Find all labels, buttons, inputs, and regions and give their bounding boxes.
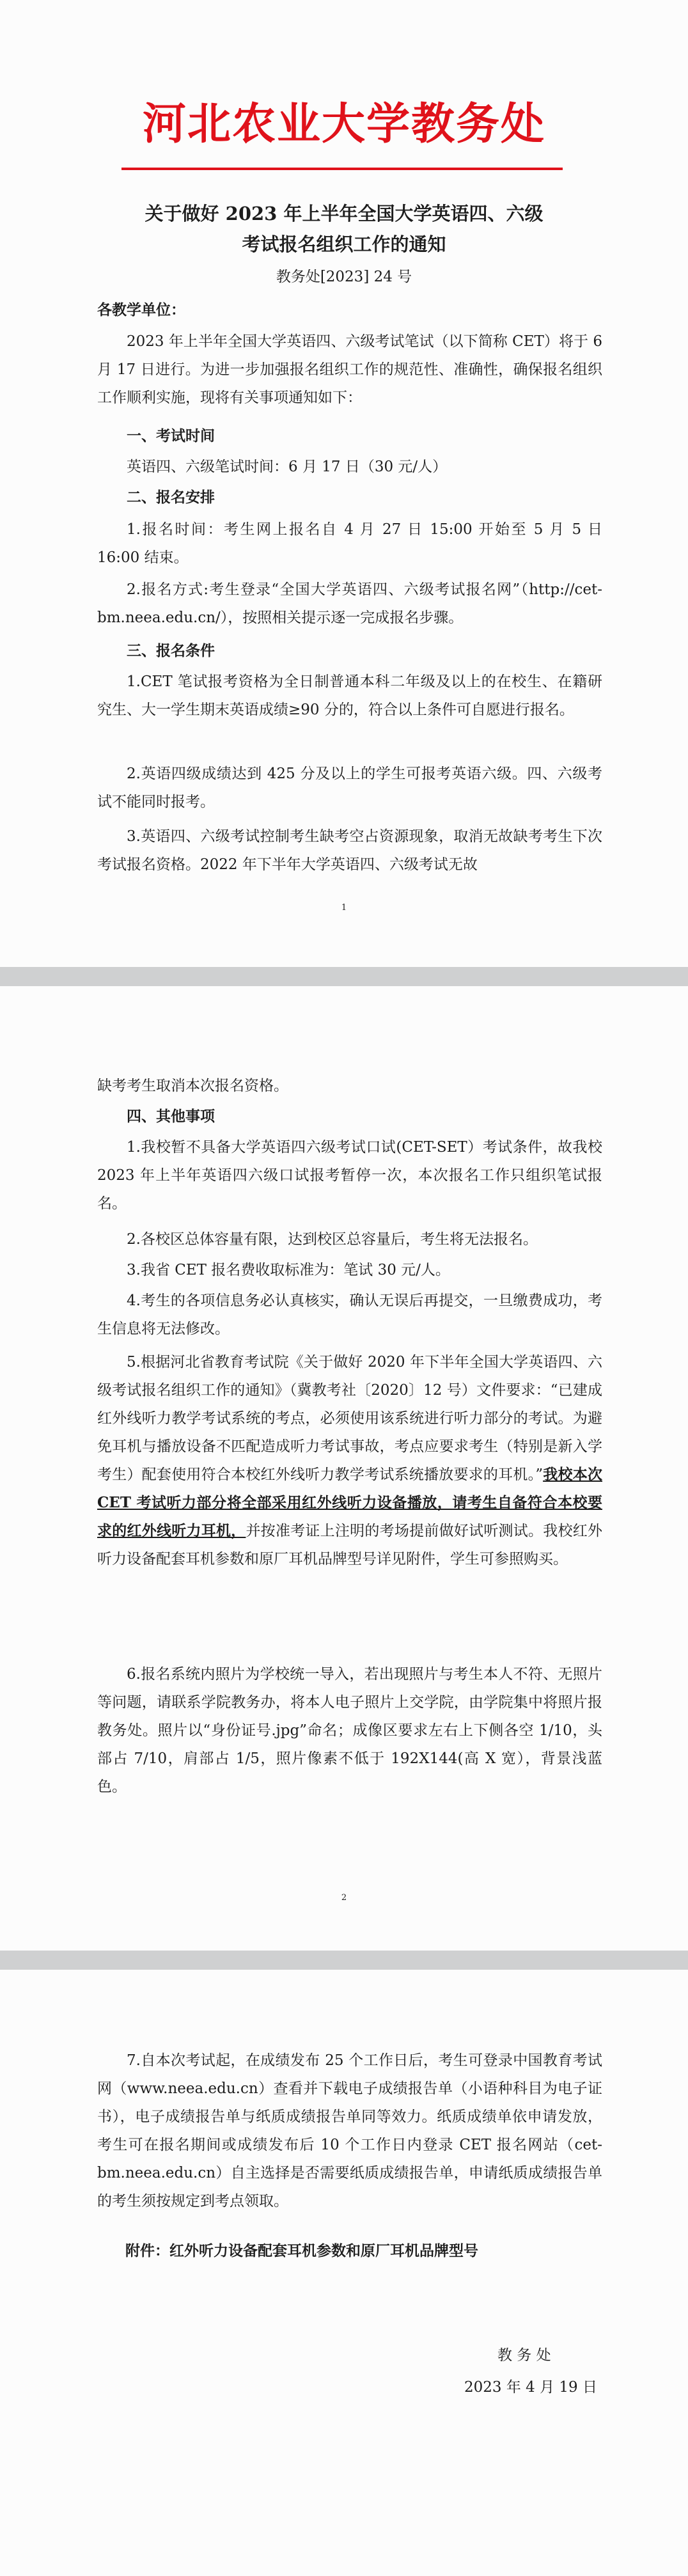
section-2-heading: 二、报名安排	[127, 489, 215, 506]
section-3-heading: 三、报名条件	[127, 642, 215, 659]
continued-text: 缺考考生取消本次报名资格。	[97, 1078, 288, 1094]
signature-office: 教 务 处	[497, 2347, 551, 2364]
section-3-item-2: 2.英语四级成绩达到 425 分及以上的学生可报考英语六级。四、六级考试不能同时报考。	[97, 766, 602, 810]
section-4-item-7: 7.自本次考试起，在成绩发布 25 个工作日后，考生可登录中国教育考试网（www.neea.edu.cn）查看并下载电子成绩报告单（小语种科目为电子证书），电子成绩报告单与纸质成绩报告单同等效力。纸质成绩单依申请发放，考生可在报名期间或成绩发布后 10 个工作日内登录 CET 报名网站（cet-bm.neea.edu.cn）自主选择是否需要纸质成绩报告单，申请纸质成绩报告单的考生须按规定到考点领取。	[97, 2052, 602, 2210]
red-divider	[121, 168, 563, 170]
document-page-1	[0, 0, 688, 967]
document-page-3	[0, 1970, 688, 2576]
section-2-item-2: 2.报名方式:考生登录“全国大学英语四、六级考试报名网”（http://cet-bm.neea.edu.cn/），按照相关提示逐一完成报名步骤。	[97, 581, 602, 626]
section-4-item-2: 2.各校区总体容量有限，达到校区总容量后，考生将无法报名。	[127, 1231, 538, 1248]
section-4-heading: 四、其他事项	[127, 1108, 215, 1125]
attachment-note: 附件：红外听力设备配套耳机参数和原厂耳机品牌型号	[125, 2242, 478, 2259]
item-5-emphasis: 我校本次 CET 考试听力部分将全部采用红外线听力设备播放，请考生自备符合本校要求的红外线听力耳机，	[97, 1466, 603, 1539]
section-2-item-1: 1.报名时间：考生网上报名自 4 月 27 日 15:00 开始至 5 月 5 日 16:00 结束。	[97, 521, 602, 566]
signature-date: 2023 年 4 月 19 日	[464, 2379, 597, 2396]
notice-title-line2: 考试报名组织工作的通知	[242, 233, 446, 255]
section-1-text: 英语四、六级笔试时间：6 月 17 日（30 元/人）	[127, 459, 448, 475]
section-4-item-1: 1.我校暂不具备大学英语四六级考试口试(CET-SET）考试条件，故我校 2023 年上半年英语四六级口试报考暂停一次，本次报名工作只组织笔试报名。	[97, 1139, 602, 1212]
salutation: 各教学单位：	[97, 301, 185, 318]
section-3-item-1: 1.CET 笔试报考资格为全日制普通本科二年级及以上的在校生、在籍研究生、大一学生期末英语成绩≥90 分的，符合以上条件可自愿进行报名。	[97, 673, 602, 718]
document-number: 教务处[2023] 24 号	[276, 269, 412, 285]
item-5-text-cont: 并按准考证上注明的考场提前做好试听测试。我校红外听力设备配套耳机参数和原厂耳机品牌型号详见附件，学生可参照购买。	[97, 1523, 603, 1567]
document-page-2	[0, 986, 688, 1951]
section-4-item-6: 6.报名系统内照片为学校统一导入，若出现照片与考生本人不符、无照片等问题，请联系学院教务办，将本人电子照片上交学院，由学院集中将照片报教务处。照片以“身份证号.jpg”命名；成像区要求左右上下侧各空 1/10，头部占 7/10，肩部占 1/5，照片像素不低于 192X144(高 X 宽），背景浅蓝色。	[97, 1666, 602, 1795]
section-4-item-5	[97, 1348, 602, 1573]
section-4-item-3: 3.我省 CET 报名费收取标准为：笔试 30 元/人。	[127, 1262, 450, 1278]
item-5-text: 5.根据河北省教育考试院《关于做好 2020 年下半年全国大学英语四、六级考试报名组织工作的通知》（冀教考社〔2020〕12 号）文件要求：“已建成红外线听力教学考试系统的考点，必须使用该系统进行听力部分的考试。为避免耳机与播放设备不匹配造成听力考试事故，考点应要求考生（特别是新入学考生）配套使用符合本校红外线听力教学考试系统播放要求的耳机。”	[97, 1354, 602, 1483]
section-1-heading: 一、考试时间	[127, 427, 215, 444]
notice-title-line1: 关于做好 2023 年上半年全国大学英语四、六级	[145, 203, 543, 224]
page-number: 1	[341, 903, 347, 913]
section-4-item-4: 4.考生的各项信息务必认真核实，确认无误后再提交，一旦缴费成功，考生信息将无法修改。	[97, 1292, 602, 1337]
section-3-item-3: 3.英语四、六级考试控制考生缺考空占资源现象，取消无故缺考考生下次考试报名资格。2022 年下半年大学英语四、六级考试无故	[97, 828, 602, 873]
org-name: 河北农业大学教务处	[142, 99, 545, 150]
page-number: 2	[341, 1893, 347, 1903]
intro-paragraph: 2023 年上半年全国大学英语四、六级考试笔试（以下简称 CET）将于 6 月 17 日进行。为进一步加强报名组织工作的规范性、准确性，确保报名组织工作顺利实施，现将有关事项通知如下：	[97, 333, 602, 406]
